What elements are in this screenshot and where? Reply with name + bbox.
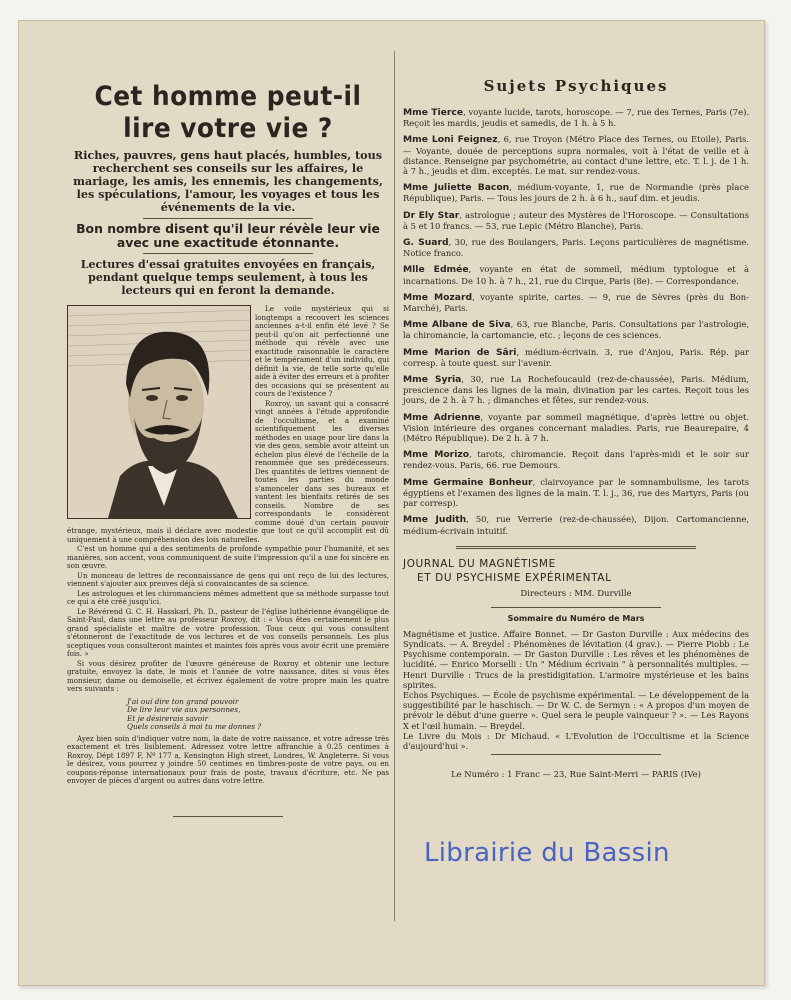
sommaire-heading: Sommaire du Numéro de Mars	[507, 613, 645, 623]
journal-subtitle: ET DU PSYCHISME EXPÉRIMENTAL	[417, 571, 612, 584]
ad-paragraph: Roxroy, un savant qui a consacré vingt années à l'étude approfondie de l'occultisme, et a examiné scientifiquement les diverses méthodes en usage pour lire dans la vie des gens, semble avoir atteint un échelon plus élevé de l'échelle de la renommée que ses prédécesseurs. Des quantités de lettres viennent de toutes les parties du monde s'amonceler dans ses bureaux et vantent les bienfaits retirés de ses conseils. Nombre de ses correspondants le considèrent comme doué d'un certain pouvoir étrange, mystérieux, mais il déclare avec modestie que tout ce qu'il accomplit est dû uniquement à une compréhension des lois naturelles.	[67, 398, 389, 544]
rule	[143, 218, 313, 219]
rule	[491, 607, 661, 608]
list-item: Mme Mozard, voyante spirite, cartes. — 9, rue de Sèvres (près du Bon-Marché), Paris.	[403, 291, 749, 314]
ad-intro: Riches, pauvres, gens haut placés, humbles, tous recherchent ses conseils sur les affaires, le mariage, les amis, les ennemis, les changements, les spéculations, l'amour, les voyages et tous les événements de la vie.	[73, 148, 383, 214]
roxroy-advertisement	[67, 61, 389, 817]
journal-footer: Le Numéro : 1 Franc — 23, Rue Saint-Merri — PARIS (IVe)	[451, 769, 701, 780]
list-item: Mme Tierce, voyante lucide, tarots, horoscope. — 7, rue des Ternes, Paris (7e). Reçoit les mardis, jeudis et samedis, de 1 h. à 5 h.	[403, 107, 749, 129]
column-divider	[394, 51, 395, 921]
ad-body	[67, 305, 389, 695]
ad-closing: Ayez bien soin d'indiquer votre nom, la date de votre naissance, et votre adresse très exactement et très lisiblement. Adressez votre lettre affranchie à 0.25 centimes à Roxroy, Dépt 1897 F, Nº 177 a, Kensington High street, Londres, W. Angleterre. Si vous le désirez, vous pourrez y joindre 50 centimes en timbres-poste de votre pays, ou en coupons-réponse internationaux pour frais de poste, travaux d'écriture, etc. Ne pas envoyer de pièces d'argent ou autres dans votre lettre.	[67, 733, 389, 786]
journal-advertisement	[403, 557, 749, 779]
bookseller-watermark: Librairie du Bassin	[424, 838, 670, 868]
ad-subheading: Bon nombre disent qu'il leur révèle leur vie avec une exactitude étonnante.	[76, 221, 380, 250]
list-item: Mme Juliette Bacon, médium-voyante, 1, rue de Normandie (près place République), Paris. — Tous les jours de 2 h. à 6 h., sauf dim. et jeudis.	[403, 182, 749, 204]
toc-paragraph: Magnétisme et justice. Affaire Bonnet. — Dr Gaston Durville : Aux médecins des Syndicats. — A. Breydel : Phénomènes de lévitation (4 grav.). — Pierre Piobb : Le Psychisme contemporain. — Dr Gaston Durville : Les rêves et les phénomènes de lucidité. — Enrico Morselli : Un " Médium écrivain " à personnalités multiples. — Henri Durville : Trucs de la prestidigitation. L'armoire mystérieuse et les bains spirites.	[403, 628, 749, 690]
ad-paragraph: C'est un homme qui a des sentiments de profonde sympathie pour l'humanité, et ses manières, son accent, vous communiquent de suite l'impression qu'il a une foi sincère en son œuvre.	[67, 544, 389, 570]
rule	[173, 816, 283, 817]
ad-poem: J'ai ouï dire ton grand pouvoir De lire leur vie aux personnes, Et je désirerais savoir Quels conseils à moi tu me donnes ?	[127, 696, 262, 732]
toc-paragraph: Echos Psychiques. — École de psychisme expérimental. — Le développement de la suggestibilité par le haschisch. — Dr W. C. de Sermyn : « A propos d'un moyen de prévoir le début d'une guerre ». Quel sera le peuple vainqueur ? ». — Les Rayons X et l'œil humain. — Breydel.	[403, 689, 749, 731]
portrait-engraving-image	[67, 305, 251, 519]
rule	[143, 253, 313, 254]
journal-directors: Directeurs : MM. Durville	[520, 588, 632, 599]
list-item: G. Suard, 30, rue des Boulangers, Paris. Leçons particulières de magnétisme. Notice franco.	[403, 237, 750, 259]
toc-paragraph: Le Livre du Mois : Dr Michaud. « L'Evolution de l'Occultisme et la Science d'aujourd'hui ».	[403, 730, 749, 751]
list-item: Mme Albane de Siva, 63, rue Blanche, Paris. Consultations par l'astrologie, la chiromancie, la cartomancie, etc. ; leçons de ces sciences.	[403, 319, 749, 341]
ad-title: Cet homme peut-il lire votre vie ?	[94, 81, 362, 144]
right-column	[403, 61, 749, 779]
ad-paragraph: Un monceau de lettres de reconnaissance de gens qui ont reçu de lui des lectures, viennent s'ajouter aux preuves déjà si convaincantes de sa science.	[67, 570, 389, 588]
ad-paragraph: Si vous désirez profiter de l'œuvre généreuse de Roxroy et obtenir une lecture gratuite, envoyez la date, le mois et l'année de votre naissance, dites si vous êtes monsieur, dame ou demoiselle, et écrivez également de votre propre main les quatre vers suivants :	[67, 658, 389, 693]
psychic-directory	[403, 107, 749, 536]
list-item: Mme Morizo, tarots, chiromancie. Reçoit dans l'après-midi et le soir sur rendez-vous. Paris, 66. rue Demours.	[403, 449, 749, 471]
list-item: Mme Judith, 50, rue Verrerie (rez-de-chaussée), Dijon. Cartomancienne, médium-écrivain intuitif.	[403, 514, 749, 536]
table-of-contents	[403, 629, 749, 751]
section-title: Sujets Psychiques	[483, 77, 669, 95]
ad-paragraph: Les astrologues et les chiromanciens mêmes admettent que sa méthode surpasse tout ce qui a été créé jusqu'ici.	[67, 588, 389, 606]
list-item: Mme Loni Feignez, 6, rue Troyon (Métro Place des Ternes, ou Etoile), Paris. — Voyante, douée de perceptions supra normales, voit à l'état de veille et à distance. Renseigne par psychométrie, au contact d'une lettre, etc. T. l. j. de 1 h. à 7 h., jeudis et dim. exceptés. Le mat. sur rendez-vous.	[403, 134, 749, 177]
journal-title: JOURNAL DU MAGNÉTISME	[403, 557, 556, 570]
rule	[491, 754, 661, 755]
list-item: Dr Ely Star, astrologue ; auteur des Mystères de l'Horoscope. — Consultations à 5 et 10 francs. — 53, rue Lepic (Métro Blanche), Paris.	[403, 209, 749, 231]
list-item: Mme Germaine Bonheur, clairvoyance par le somnambulisme, les tarots égyptiens et l'examen des lignes de la main. T. l. j., 36, rue des Martyrs, Paris (ou par corresp).	[403, 476, 750, 509]
double-rule	[456, 546, 696, 549]
list-item: Mme Syria, 30, rue La Rochefoucauld (rez-de-chaussée), Paris. Médium, prescience dans les lignes de la main, divination par les cartes. Reçoit tous les jours, de 2 h. à 7 h. ; dimanches et fêtes, sur rendez-vous.	[403, 374, 749, 406]
ad-paragraph: Le voile mystérieux qui si longtemps a recouvert les sciences anciennes a-t-il enfin été levé ? Se peut-il qu'on ait perfectionné une méthode qui révèle avec une exactitude raisonnable le caractère et le tempérament d'un individu, qui définit la vie, de telle sorte qu'elle aide à éviter des erreurs et à profiter des occasions qui se présentent au cours de l'existence ?	[255, 305, 389, 398]
list-item: Mlle Edmée, voyante en état de sommeil, médium typtologue et à incarnations. De 10 h. à 7 h., 21, rue du Cirque, Paris (8e). — Correspondance.	[403, 264, 749, 286]
ad-offer: Lectures d'essai gratuites envoyées en français, pendant quelque temps seulement, à tous les lecteurs qui en feront la demande.	[80, 258, 376, 297]
list-item: Mme Marion de Sâri, médium-écrivain. 3, rue d'Anjou, Paris. Rép. par corresp. à toute quest. sur l'avenir.	[403, 346, 749, 368]
ad-paragraph: Le Révérend G. C. H. Hasskarl, Ph. D., pasteur de l'église luthérienne évangélique de Saint-Paul, dans une lettre au professeur Roxroy, dit : « Vous êtes certainement le plus grand spécialiste et maître de votre profession. Tous ceux qui vous consultent s'étonneront de l'exactitude de vos lectures et de vos conseils personnels. Les plus sceptiques vous consulteront maintes et maintes fois après vous avoir écrit une première fois. »	[67, 606, 389, 658]
list-item: Mme Adrienne, voyante par sommeil magnétique, d'après lettre ou objet. Vision intérieure des organes concernant maladies. Paris, rue Beaurepaire, 4 (Métro République). De 2 h. à 7 h.	[403, 411, 749, 444]
